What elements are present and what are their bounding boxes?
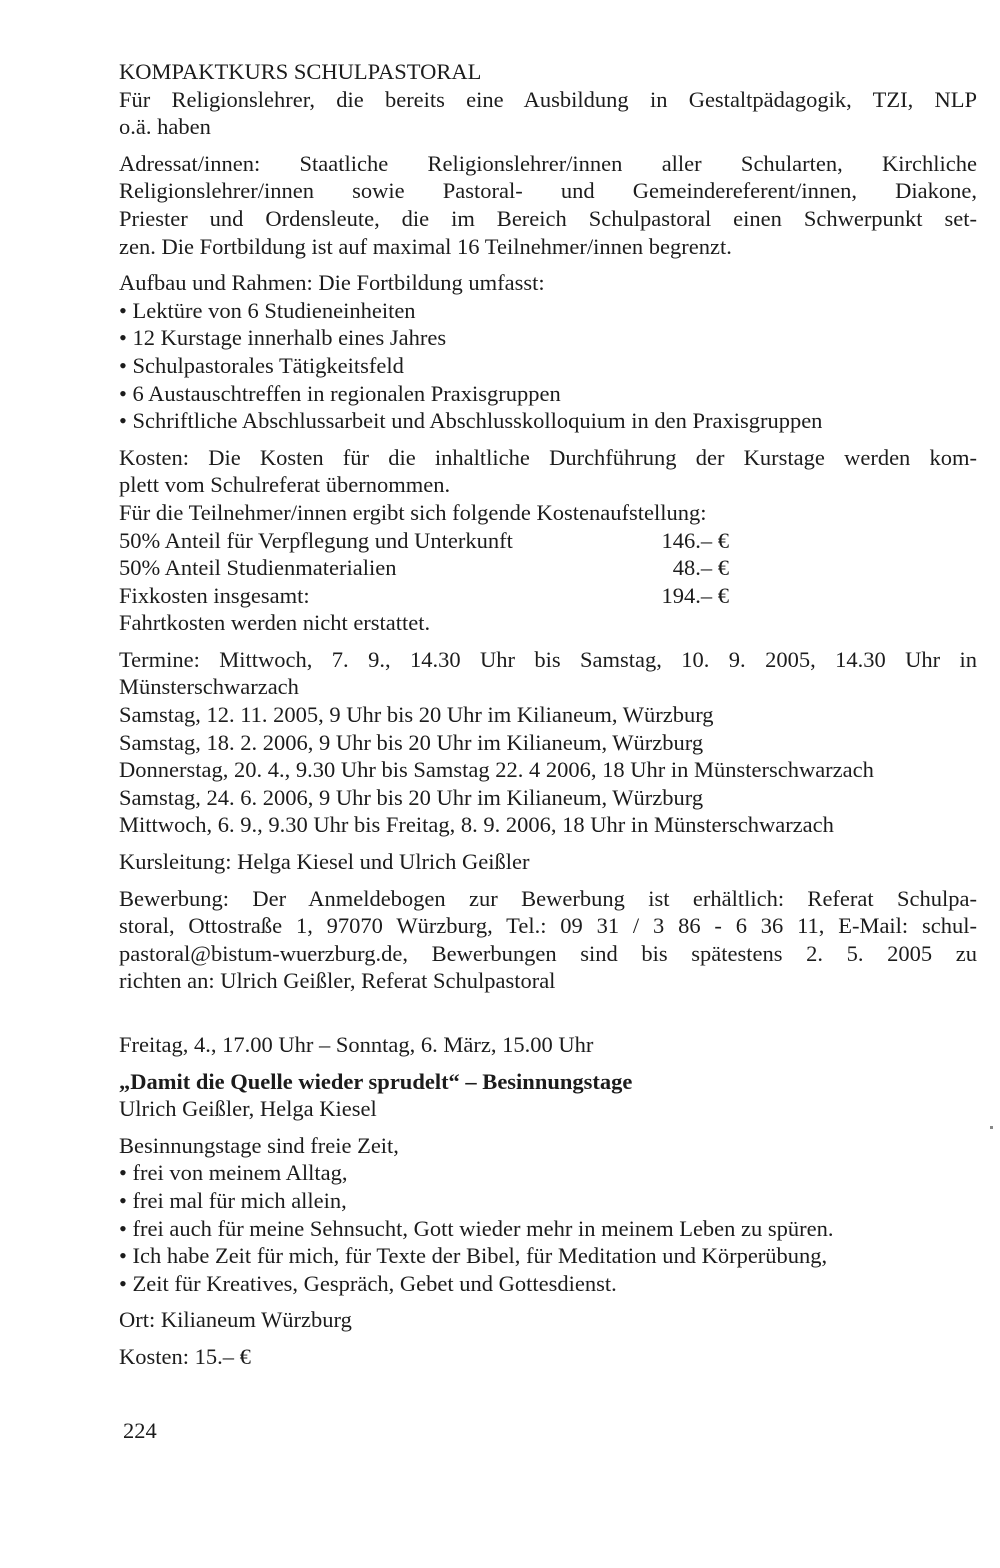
retreat-leaders: Ulrich Geißler, Helga Kiesel: [119, 1096, 377, 1122]
cost-row: [119, 527, 977, 555]
retreat-item: • Ich habe Zeit für mich, für Texte der Bibel, für Meditation und Körperübung,: [119, 1243, 828, 1269]
cost-label: 50% Anteil Studienmaterialien: [119, 555, 397, 581]
audience-line: zen. Die Fortbildung ist auf maximal 16 Teilnehmer/innen begrenzt.: [119, 233, 732, 259]
audience-line: Adressat/innen: Staatliche Religionslehrer/innen aller Schularten, Kirchliche: [119, 150, 977, 176]
structure-item: • Schulpastorales Tätigkeitsfeld: [119, 352, 404, 378]
structure-item: • Lektüre von 6 Studieneinheiten: [119, 297, 416, 323]
cost-label: Fixkosten insgesamt:: [119, 582, 310, 608]
cost-label: 50% Anteil für Verpflegung und Unterkunft: [119, 527, 513, 553]
dates-line: Samstag, 18. 2. 2006, 9 Uhr bis 20 Uhr im Kilianeum, Würzburg: [119, 729, 704, 755]
leadership-paragraph: [119, 848, 977, 876]
leadership-line: Kursleitung: Helga Kiesel und Ulrich Geißler: [119, 849, 530, 875]
retreat-intro: Besinnungstage sind freie Zeit,: [119, 1132, 399, 1158]
retreat-location: Ort: Kilianeum Würzburg: [119, 1307, 352, 1333]
retreat-section: [119, 1031, 977, 1059]
retreat-item: • frei mal für mich allein,: [119, 1187, 347, 1213]
structure-intro: Aufbau und Rahmen: Die Fortbildung umfasst:: [119, 270, 545, 296]
retreat-item: • Zeit für Kreatives, Gespräch, Gebet und Gottesdienst.: [119, 1270, 617, 1296]
document-page: [119, 58, 977, 1371]
retreat-location-paragraph: [119, 1306, 977, 1334]
costs-paragraph: [119, 444, 977, 637]
page-number: 224: [123, 1418, 157, 1443]
dates-line: Münsterschwarzach: [119, 674, 299, 700]
retreat-title: „Damit die Quelle wieder sprudelt“ – Besinnungstage: [119, 1068, 633, 1094]
structure-item: • Schriftliche Abschlussarbeit und Abschlusskolloquium in den Praxisgruppen: [119, 408, 823, 434]
retreat-cost: Kosten: 15.– €: [119, 1343, 251, 1369]
retreat-item: • frei auch für meine Sehnsucht, Gott wieder mehr in meinem Leben zu spüren.: [119, 1215, 834, 1241]
dates-paragraph: [119, 646, 977, 839]
audience-line: Religionslehrer/innen sowie Pastoral- und Gemeindereferent/innen, Diakone,: [119, 178, 977, 204]
dates-line: Mittwoch, 6. 9., 9.30 Uhr bis Freitag, 8. 9. 2006, 18 Uhr in Münsterschwarzach: [119, 812, 834, 838]
costs-line: Für die Teilnehmer/innen ergibt sich folgende Kostenaufstellung:: [119, 499, 707, 525]
application-line: storal, Ottostraße 1, 97070 Würzburg, Tel.: 09 31 / 3 86 - 6 36 11, E-Mail: schul-: [119, 913, 977, 939]
audience-paragraph: [119, 150, 977, 260]
cost-row: [119, 554, 977, 582]
retreat-cost-paragraph: [119, 1343, 977, 1371]
costs-line: plett vom Schulreferat übernommen.: [119, 472, 451, 498]
course-subtitle-line: Für Religionslehrer, die bereits eine Ausbildung in Gestaltpädagogik, TZI, NLP: [119, 86, 977, 112]
application-line: pastoral@bistum-wuerzburg.de, Bewerbungen sind bis spätestens 2. 5. 2005 zu: [119, 940, 977, 966]
application-line: richten an: Ulrich Geißler, Referat Schulpastoral: [119, 968, 556, 994]
retreat-date: Freitag, 4., 17.00 Uhr – Sonntag, 6. März, 15.00 Uhr: [119, 1032, 594, 1057]
course-section: [119, 58, 977, 141]
scan-speck: [990, 1126, 993, 1129]
application-paragraph: [119, 885, 977, 995]
audience-line: Priester und Ordensleute, die im Bereich Schulpastoral einen Schwerpunkt set-: [119, 205, 977, 231]
dates-line: Termine: Mittwoch, 7. 9., 14.30 Uhr bis Samstag, 10. 9. 2005, 14.30 Uhr in: [119, 646, 977, 672]
course-title: KOMPAKTKURS SCHULPASTORAL: [119, 59, 482, 84]
structure-item: • 12 Kurstage innerhalb eines Jahres: [119, 325, 447, 351]
structure-item: • 6 Austauschtreffen in regionalen Praxisgruppen: [119, 380, 561, 406]
retreat-heading: [119, 1068, 977, 1123]
retreat-description: [119, 1132, 977, 1298]
dates-line: Samstag, 12. 11. 2005, 9 Uhr bis 20 Uhr im Kilianeum, Würzburg: [119, 702, 714, 728]
dates-line: Samstag, 24. 6. 2006, 9 Uhr bis 20 Uhr im Kilianeum, Würzburg: [119, 784, 704, 810]
structure-paragraph: [119, 269, 977, 435]
application-line: Bewerbung: Der Anmeldebogen zur Bewerbung ist erhältlich: Referat Schulpa-: [119, 885, 977, 911]
cost-amount: 48.– €: [672, 555, 729, 581]
cost-amount: 194.– €: [661, 582, 729, 608]
course-subtitle-line: o.ä. haben: [119, 114, 211, 140]
retreat-item: • frei von meinem Alltag,: [119, 1160, 348, 1186]
dates-line: Donnerstag, 20. 4., 9.30 Uhr bis Samstag 22. 4 2006, 18 Uhr in Münsterschwarzach: [119, 757, 874, 783]
cost-amount: 146.– €: [661, 527, 729, 553]
costs-line: Kosten: Die Kosten für die inhaltliche Durchführung der Kurstage werden kom-: [119, 444, 977, 470]
travel-note: Fahrtkosten werden nicht erstattet.: [119, 610, 431, 636]
cost-row: [119, 582, 977, 610]
